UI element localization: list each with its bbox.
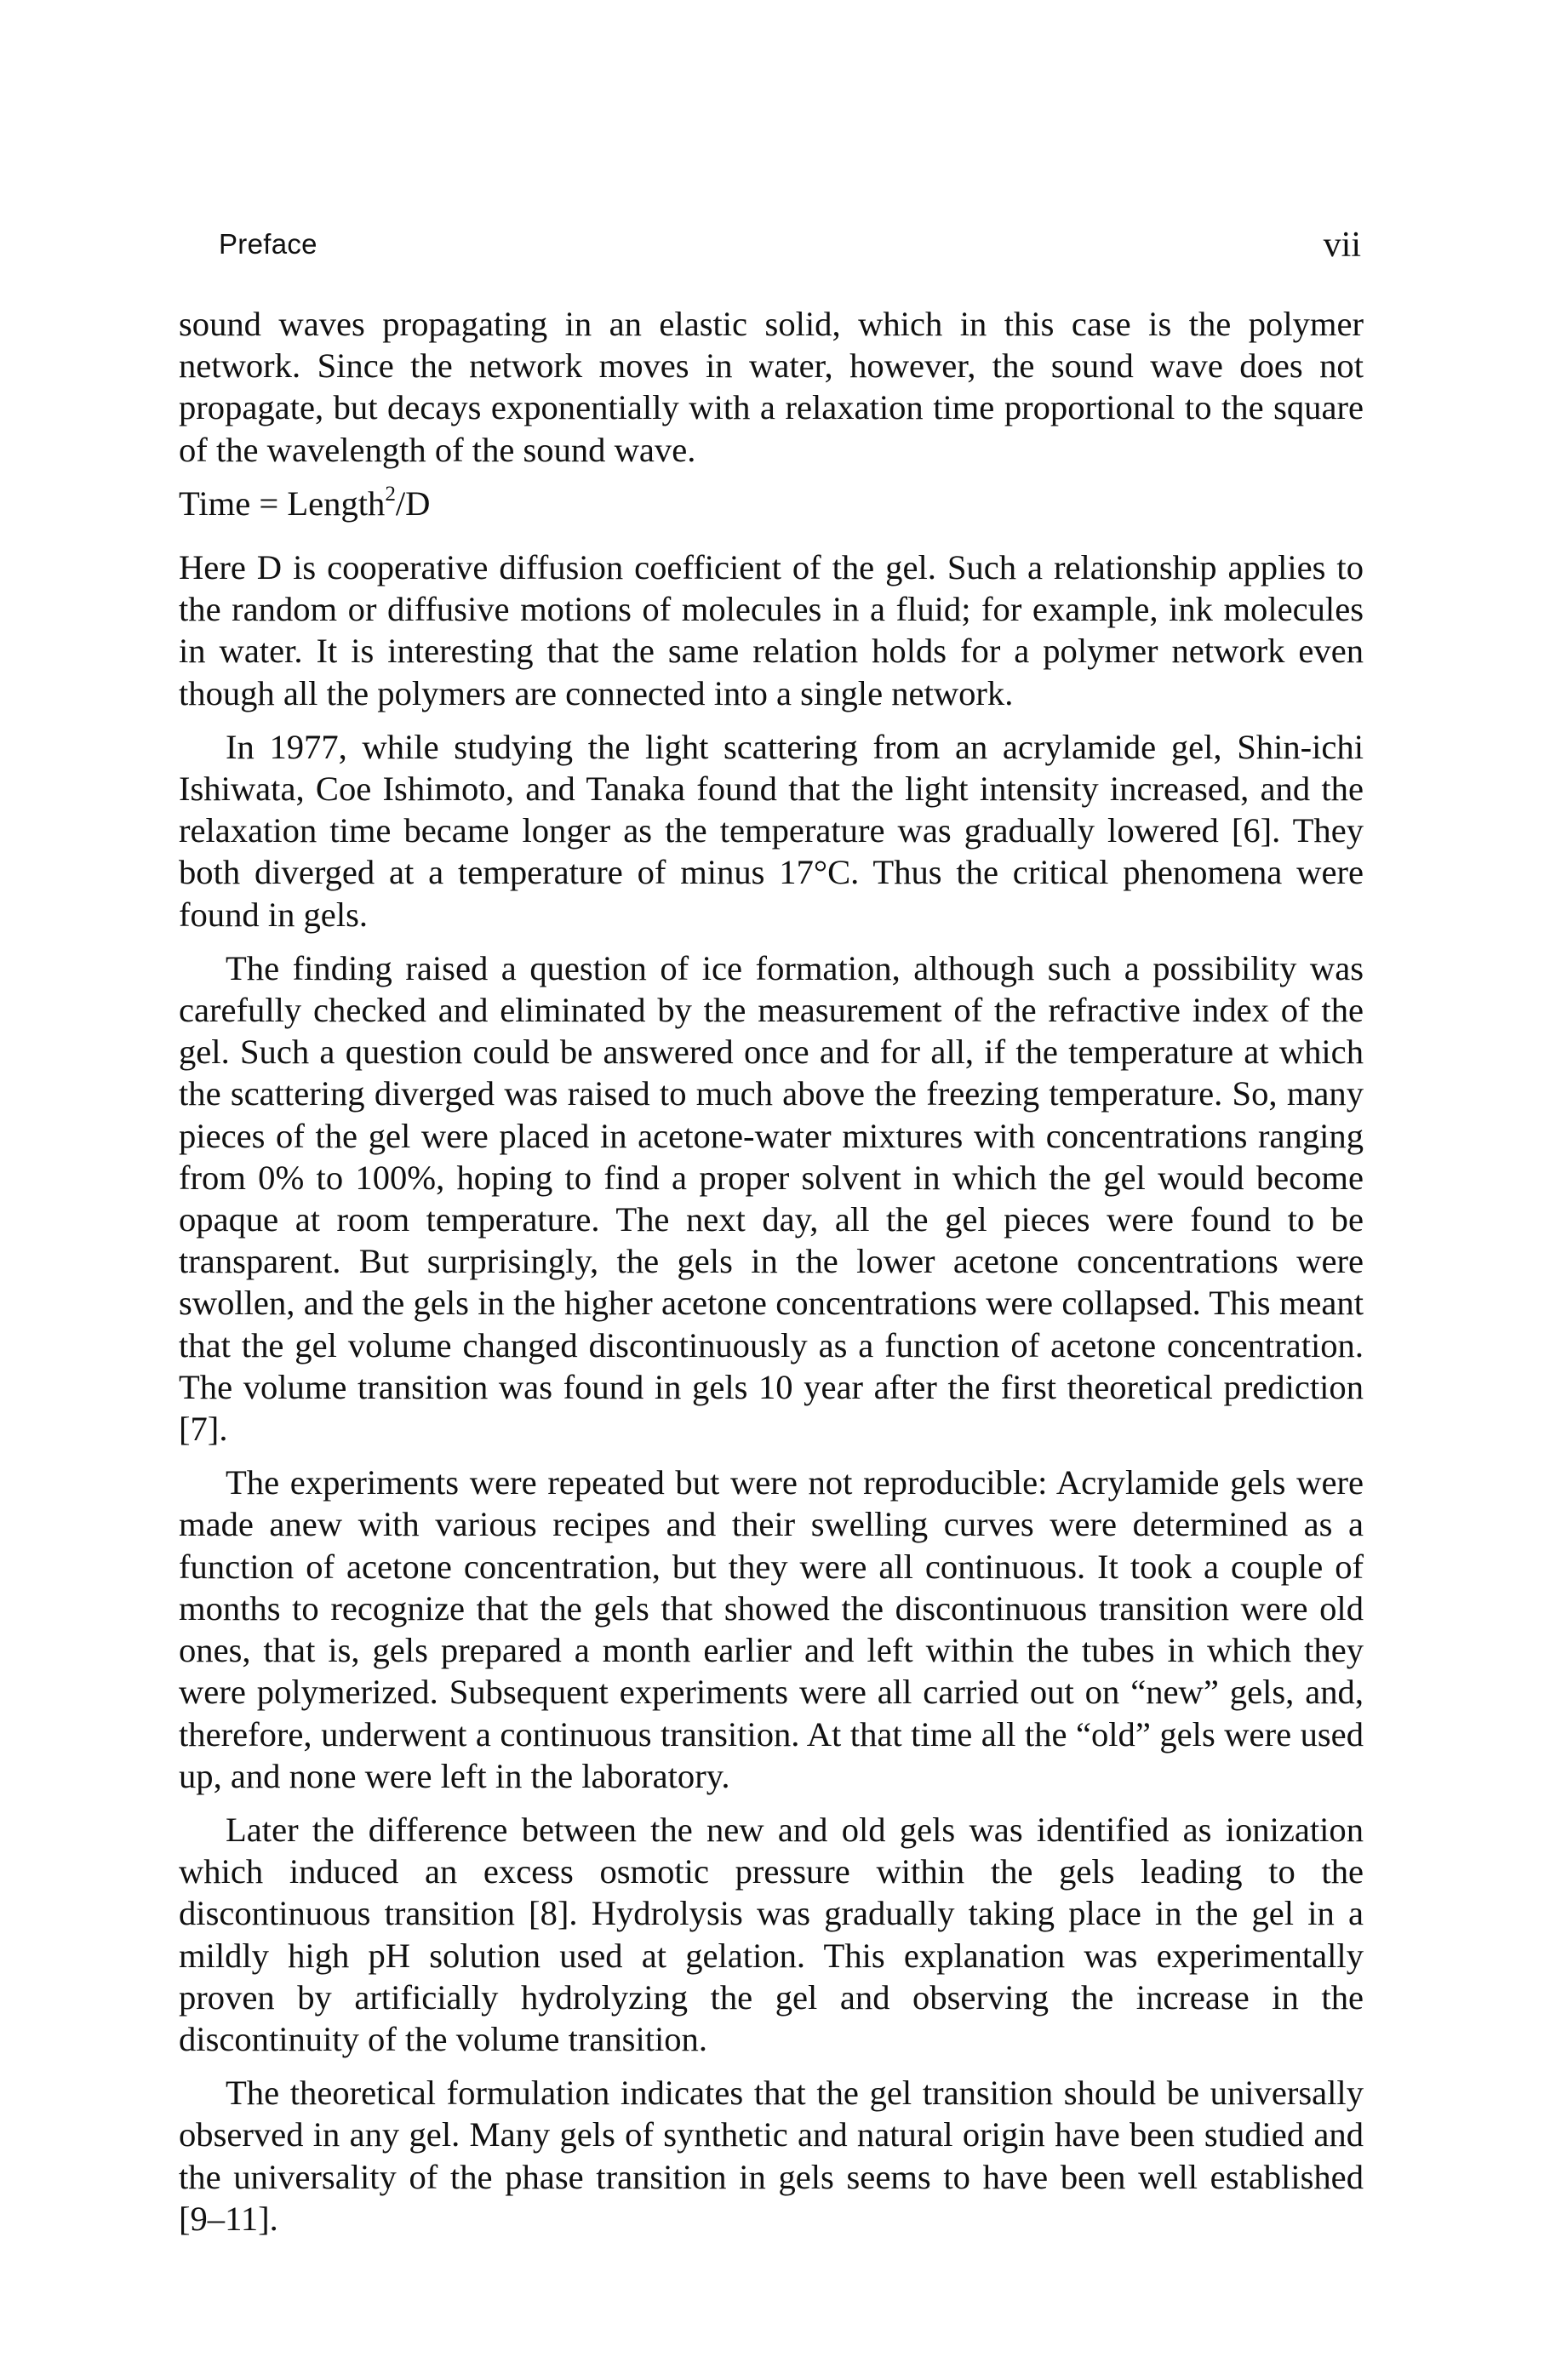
paragraph-ionization: Later the difference between the new and old gels was identified as ionization which induced an excess osmotic pressure within the gels leading to the discontinuous transition [8]. Hydrolysis was gradually taking place in the gel in a mildly high pH solution used at gelation. This explanation was experimentally proven by artificially hydrolyzing the gel and observing the increase in the discontinuity of the volume transition.	[179, 1810, 1364, 2058]
paragraph-sound-waves: sound waves propagating in an elastic solid, which in this case is the polymer network. Since the network moves in water, however, the sound wave does not propagate, but decays exponentially with a relaxation time proportional to the square of the wavelength of the sound wave.	[179, 305, 1364, 469]
paragraph-1977-discovery: In 1977, while studying the light scattering from an acrylamide gel, Shin-ichi Ishiwata, Coe Ishimoto, and Tanaka found that the light intensity increased, and the relaxation time became longer as the temperature was gradually lowered [6]. They both diverged at a temperature of minus 17°C. Thus the critical phenomena were found in gels.	[179, 727, 1364, 934]
equation-rhs: /D	[395, 483, 431, 523]
paragraph-experiments-repeated: The experiments were repeated but were not reproducible: Acrylamide gels were made anew with various recipes and their swelling curves were determined as a function of acetone concentration, but they were all continuous. It took a couple of months to recognize that the gels that showed the discontinuous transition were old ones, that is, gels prepared a month earlier and left within the tubes in which they were polymerized. Subsequent experiments were all carried out on “new” gels, and, therefore, underwent a continuous transition. At that time all the “old” gels were used up, and none were left in the laboratory.	[179, 1463, 1364, 1795]
page-number: vii	[1323, 226, 1361, 265]
body-text	[179, 303, 1364, 2240]
section-title: Preface	[219, 228, 317, 260]
running-head	[219, 220, 1361, 271]
equation-time-length	[179, 483, 1364, 524]
paragraph-diffusion-coefficient: Here D is cooperative diffusion coefficient of the gel. Such a relationship applies to the random or diffusive motions of molecules in a fluid; for example, ink molecules in water. It is interesting that the same relation holds for a polymer network even though all the polymers are connected into a single network.	[179, 548, 1364, 712]
equation-lhs: Time = Length	[179, 483, 386, 523]
paragraph-ice-formation: The finding raised a question of ice formation, although such a possibility was carefully checked and eliminated by the measurement of the refractive index of the gel. Such a question could be answered once and for all, if the temperature at which the scattering diverged was raised to much above the freezing temperature. So, many pieces of the gel were placed in acetone-water mixtures with concentrations ranging from 0% to 100%, hoping to find a proper solvent in which the gel would become opaque at room temperature. The next day, all the gel pieces were found to be transparent. But surprisingly, the gels in the lower acetone concentrations were swollen, and the gels in the higher acetone concentrations were collapsed. This meant that the gel volume changed discontinuously as a function of acetone concentration. The volume transition was found in gels 10 year after the first theoretical prediction [7].	[179, 948, 1364, 1449]
paragraph-universality: The theoretical formulation indicates that the gel transition should be universally observed in any gel. Many gels of synthetic and natural origin have been studied and the universality of the phase transition in gels seems to have been well established [9–11].	[179, 2074, 1364, 2238]
equation-exponent: 2	[385, 483, 396, 506]
